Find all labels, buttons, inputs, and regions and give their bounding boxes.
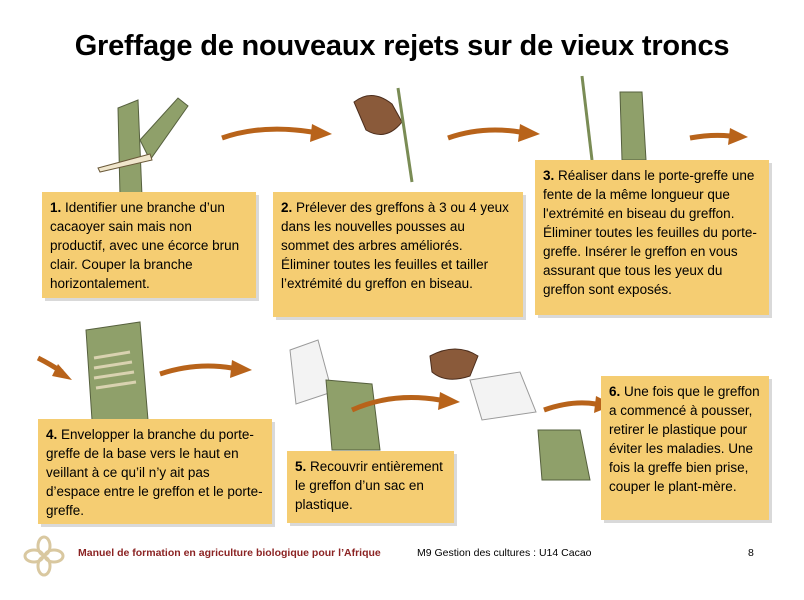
arrow-1 [222, 124, 332, 142]
hand-scion-illustration [354, 88, 412, 182]
step-5-box: 5. Recouvrir entièrement le greffon d’un sac en plastique. [287, 451, 454, 523]
step-4-box: 4. Envelopper la branche du porte-greffe de la base vers le haut en veillant à ce qu’il n’y ait pas d’espace entre le greffon et le porte-greffe. [38, 419, 272, 524]
step-2-box: 2. Prélever des greffons à 3 ou 4 yeux dans les nouvelles pousses au sommet des arbres améliorés. Éliminer toutes les feuilles et tailler l’extrémité du greffon en biseau. [273, 192, 523, 317]
step-6-box: 6. Une fois que le greffon a commencé à pousser, retirer le plastique pour éviter les maladies. Une fois la greffe bien prise, couper le plant-mère. [601, 376, 769, 520]
arrow-5 [160, 360, 252, 378]
arrow-4 [38, 358, 72, 380]
footer-module: M9 Gestion des cultures : U14 Cacao [417, 547, 592, 559]
stem-illustration-6 [430, 349, 590, 480]
logo-icon [22, 534, 66, 578]
stem-illustration-5 [290, 340, 380, 450]
stem-illustration-4 [86, 322, 148, 420]
arrow-3 [690, 128, 748, 145]
stem-illustration-1 [98, 98, 188, 196]
arrow-2 [448, 124, 540, 142]
page-title: Greffage de nouveaux rejets sur de vieux troncs [74, 30, 730, 62]
stem-illustration-3 [582, 76, 646, 160]
step-1-box: 1. Identifier une branche d’un cacaoyer sain mais non productif, avec une écorce brun clair. Couper la branche horizontalement. [42, 192, 256, 298]
page-number: 8 [748, 547, 754, 559]
step-3-box: 3. Réaliser dans le porte-greffe une fente de la même longueur que l'extrémité en biseau du greffon. Éliminer toutes les feuilles du porte-greffe. Insérer le greffon en vous assurant que tous les yeux du greffon sont exposés. [535, 160, 769, 315]
footer-manual: Manuel de formation en agriculture biologique pour l’Afrique [78, 547, 381, 559]
